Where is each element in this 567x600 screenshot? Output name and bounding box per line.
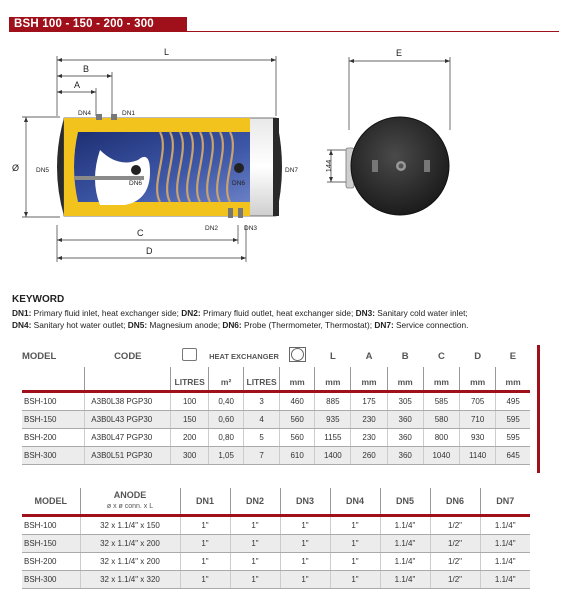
table-cell: 610 [280,447,315,465]
table-row [22,411,530,429]
col-l: L [329,350,336,362]
tank-side-view [57,114,282,218]
table-cell: 1" [230,553,280,571]
table-cell: 1" [230,535,280,553]
table-cell: BSH-300 [22,447,85,465]
col-model: MODEL [22,350,57,362]
kw-dn1-key: DN1: [12,308,32,318]
kw-dn3-text: Sanitary cold water inlet; [374,308,468,318]
table-cell: 585 [423,393,459,411]
col-a: A [365,350,373,362]
kw-dn2-text: Primary fluid outlet, heat exchanger side; [200,308,356,318]
col-d: D [474,350,482,362]
table-cell: 885 [315,393,351,411]
sub-mm-1: mm [280,367,315,390]
table-cell: A3B0L47 PGP30 [85,429,171,447]
table-cell: 1140 [460,447,496,465]
table-cell: 495 [496,393,530,411]
kw-dn7-text: Service connection. [393,320,469,330]
table-cell: 32 x 1.1/4" x 200 [80,535,180,553]
dim-label-l: L [164,47,170,57]
tank-front-view [346,117,449,215]
table-cell: 0,60 [209,411,244,429]
table-cell: 935 [315,411,351,429]
table-cell: A3B0L51 PGP30 [85,447,171,465]
table-cell: 1,05 [209,447,244,465]
kw-dn3-key: DN3: [355,308,375,318]
keyword-title: KEYWORD [12,294,65,305]
keyword-line-2 [12,320,468,330]
kw-dn4-text: Sanitary hot water outlet; [31,320,128,330]
table-cell: 1" [230,571,280,589]
table-cell: 705 [460,393,496,411]
port-label-dn7: DN7 [285,167,299,174]
table1-side-bar [537,345,540,473]
sub-he-litres: LITRES [244,367,280,390]
table-cell: BSH-150 [22,535,80,553]
c2-dn7: DN7 [480,488,530,514]
port-label-dn1: DN1 [122,110,136,117]
dim-label-b: B [83,64,90,74]
table-cell: BSH-200 [22,553,80,571]
col-b: B [401,350,409,362]
dim-label-d: D [146,246,153,256]
table-cell: 360 [387,429,423,447]
table-cell: 1/2" [430,535,480,553]
c2-dn6: DN6 [430,488,480,514]
table-cell: 0,40 [209,393,244,411]
table-cell: 3 [244,393,280,411]
table-cell: 32 x 1.1/4" x 200 [80,553,180,571]
kw-dn6-text: Probe (Thermometer, Thermostat); [241,320,375,330]
table-cell: BSH-150 [22,411,85,429]
table-cell: 1.1/4" [480,517,530,535]
table-cell: 1400 [315,447,351,465]
table-cell: BSH-300 [22,571,80,589]
table-cell: 4 [244,411,280,429]
sub-empty-2 [85,367,171,390]
table-cell: 1" [280,517,330,535]
sub-mm-5: mm [423,367,459,390]
table-cell: 360 [387,447,423,465]
col-c: C [437,350,445,362]
c2-dn3: DN3 [280,488,330,514]
table-cell: 1/2" [430,517,480,535]
table-cell: A3B0L43 PGP30 [85,411,171,429]
table-row [22,393,530,411]
tank-drawing [0,0,567,290]
table-cell: 1/2" [430,553,480,571]
table-row [22,429,530,447]
table-cell: 100 [171,393,209,411]
table-cell: 1.1/4" [480,571,530,589]
table-cell: A3B0L38 PGP30 [85,393,171,411]
table-cell: 0,80 [209,429,244,447]
table-cell: BSH-200 [22,429,85,447]
table-cell: 1" [280,535,330,553]
c2-dn1: DN1 [180,488,230,514]
col-diameter-icon [280,345,315,367]
dim-label-c: C [137,228,144,238]
table-cell: 930 [460,429,496,447]
sub-empty-1 [22,367,85,390]
page-title: BSH 100 - 150 - 200 - 300 [9,17,187,32]
dim-label-e: E [396,48,403,58]
table-cell: 1" [230,517,280,535]
c2-dn4: DN4 [330,488,380,514]
col-heat-exchanger: HEAT EXCHANGER [209,351,279,361]
sub-mm-3: mm [351,367,387,390]
table-row [22,535,530,553]
table-cell: 560 [280,411,315,429]
table-cell: 1/2" [430,571,480,589]
kw-dn4-key: DN4: [12,320,32,330]
kw-dn6-key: DN6: [222,320,242,330]
table-cell: 580 [423,411,459,429]
dim-label-144: 144 [324,159,333,173]
table-cell: 1155 [315,429,351,447]
table-cell: 260 [351,447,387,465]
c2-dn5: DN5 [380,488,430,514]
port-label-dn4: DN4 [78,110,92,117]
table-cell: 1" [280,553,330,571]
table-cell: 1" [180,517,230,535]
table-cell: 460 [280,393,315,411]
table-cell: 1" [180,553,230,571]
table-cell: 1.1/4" [480,535,530,553]
c2-model: MODEL [34,496,67,506]
kw-dn7-key: DN7: [374,320,394,330]
col-code: CODE [114,350,142,362]
c2-anode [80,488,180,514]
table-cell: 300 [171,447,209,465]
table-cell: 1040 [423,447,459,465]
table-cell: 1.1/4" [380,517,430,535]
table-cell: 800 [423,429,459,447]
table-cell: 1" [180,535,230,553]
port-label-dn6-b: DN6 [232,180,246,187]
table-cell: 360 [387,411,423,429]
sub-mm-2: mm [315,367,351,390]
table-cell: 7 [244,447,280,465]
col-e: E [509,350,517,362]
port-label-dn2: DN2 [205,225,219,232]
table-cell: 200 [171,429,209,447]
kw-dn1-text: Primary fluid inlet, heat exchanger side; [31,308,182,318]
port-label-dn6: DN6 [129,180,143,187]
table-cell: 32 x 1.1/4" x 150 [80,517,180,535]
table-row [22,517,530,535]
dim-label-diameter: Ø [12,163,20,173]
dimensions-table [22,345,530,465]
sub-mm-6: mm [460,367,496,390]
table-cell: 150 [171,411,209,429]
table-cell: 560 [280,429,315,447]
table-cell: 595 [496,411,530,429]
table-cell: BSH-100 [22,393,85,411]
table-cell: 230 [351,429,387,447]
table-cell: 1" [330,571,380,589]
table-cell: 1.1/4" [380,535,430,553]
kw-dn5-text: Magnesium anode; [147,320,223,330]
sub-litres: LITRES [171,367,209,390]
keyword-line-1 [12,308,468,318]
sub-mm-4: mm [387,367,423,390]
table-row [22,553,530,571]
table-cell: 1.1/4" [380,571,430,589]
kw-dn5-key: DN5: [127,320,148,330]
port-label-dn5: DN5 [36,167,50,174]
table-cell: 32 x 1.1/4" x 320 [80,571,180,589]
kw-dn2-key: DN2: [181,308,201,318]
sub-mm-7: mm [496,367,530,390]
table-cell: 645 [496,447,530,465]
port-label-dn3: DN3 [244,225,258,232]
connections-table [22,488,530,589]
table-cell: 1" [330,517,380,535]
table-cell: 1" [330,535,380,553]
table-cell: 1" [330,553,380,571]
table-cell: 1.1/4" [480,553,530,571]
table-cell: 1" [180,571,230,589]
c2-dn2: DN2 [230,488,280,514]
table-cell: 230 [351,411,387,429]
sub-m2: m² [209,367,244,390]
table-cell: 5 [244,429,280,447]
c2-anode-label: ANODE [113,490,147,500]
dim-label-a: A [74,80,81,90]
table-row [22,447,530,465]
diameter-icon [289,347,306,362]
table-cell: 1" [280,571,330,589]
table-cell: 175 [351,393,387,411]
tank-volume-icon [182,348,197,361]
table-cell: 595 [496,429,530,447]
table-cell: BSH-100 [22,517,80,535]
c2-anode-sub: ø x ø conn. x L [106,503,154,510]
table-cell: 1.1/4" [380,553,430,571]
table-cell: 710 [460,411,496,429]
table-cell: 305 [387,393,423,411]
table-row [22,571,530,589]
col-tank-icon [171,345,209,367]
